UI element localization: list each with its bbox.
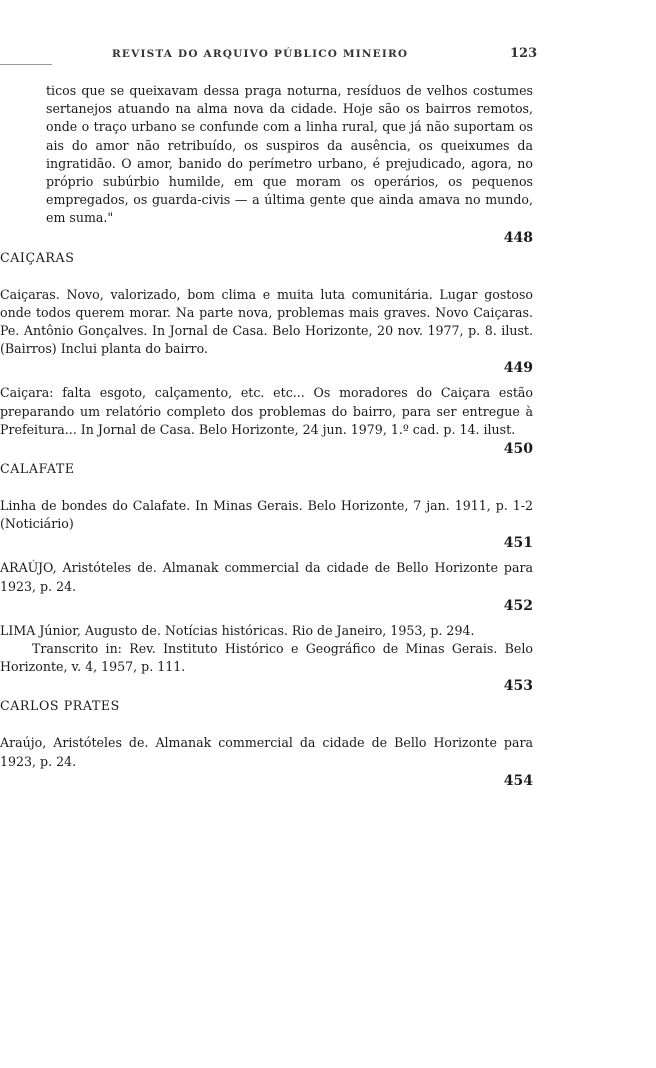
page-content [0, 82, 656, 791]
entry-number-451: 451 [503, 535, 533, 552]
entry-number-449: 449 [503, 360, 533, 377]
entry-number-454: 454 [503, 772, 533, 789]
section-heading-caicaras: CAIÇARAS [0, 249, 75, 265]
entry-451-text: Linha de bondes do Calafate. In Minas Gerais. Belo Horizonte, 7 jan. 1911, p. 1-2 (Noticiário) [0, 498, 533, 532]
entry-452-text: ARAÚJO, Aristóteles de. Almanak commercial da cidade de Bello Horizonte para 1923, p. 24. [0, 560, 533, 594]
entry-454-text: Araújo, Aristóteles de. Almanak commercial da cidade de Bello Horizonte para 1923, p. 24. [0, 735, 533, 769]
running-header [0, 44, 656, 66]
entry-450 [0, 384, 533, 439]
header-rule [0, 64, 52, 65]
section-heading-carlos-prates: CARLOS PRATES [0, 698, 120, 714]
entry-453 [0, 622, 533, 677]
entry-453-transcription: Transcrito in: Rev. Instituto Histórico e Geográfico de Minas Gerais. Belo Horizonte, v. 4, 1957, p. 111. [0, 641, 533, 675]
entry-453-text: LIMA Júnior, Augusto de. Notícias históricas. Rio de Janeiro, 1953, p. 294. [0, 622, 475, 638]
entry-449-text: Caiçaras. Novo, valorizado, bom clima e muita luta comunitária. Lugar gostoso onde todos querem morar. Na parte nova, problemas mais graves. Novo Caiçaras. Pe. Antônio Gonçalves. In Jornal de Casa. Belo Horizonte, 20 nov. 1977, p. 8. ilust. (Bairros) Inclui planta do bairro. [0, 286, 533, 357]
entry-number-448: 448 [503, 229, 533, 246]
entry-451 [0, 497, 533, 533]
entry-number-452: 452 [503, 597, 533, 614]
entry-450-text: Caiçara: falta esgoto, calçamento, etc. etc... Os moradores do Caiçara estão preparando um relatório completo dos problemas do bairro, para ser entregue à Prefeitura... In Jornal de Casa. Belo Horizonte, 24 jun. 1979, 1.º cad. p. 14. ilust. [0, 385, 533, 437]
entry-454 [0, 734, 533, 770]
entry-number-453: 453 [503, 678, 533, 695]
journal-title: REVISTA DO ARQUIVO PÚBLICO MINEIRO [112, 48, 409, 60]
quote-paragraph: ticos que se queixavam dessa praga noturna, resíduos de velhos costumes sertanejos atuando na alma nova da cidade. Hoje são os bairros remotos, onde o traço urbano se confunde com a linha rural, que já não suportam os ais do amor não retribuído, os suspiros da ausência, os queixumes da ingratidão. O amor, banido do perímetro urbano, é prejudicado, agora, no próprio subúrbio humilde, em que moram os operários, os pequenos empregados, os guarda-civis — a última gente que ainda amava no mundo, em suma." [46, 83, 533, 226]
page-number: 123 [510, 46, 538, 61]
section-heading-calafate: CALAFATE [0, 461, 75, 477]
entry-452 [0, 559, 533, 595]
entry-number-450: 450 [503, 441, 533, 458]
entry-449 [0, 286, 533, 359]
